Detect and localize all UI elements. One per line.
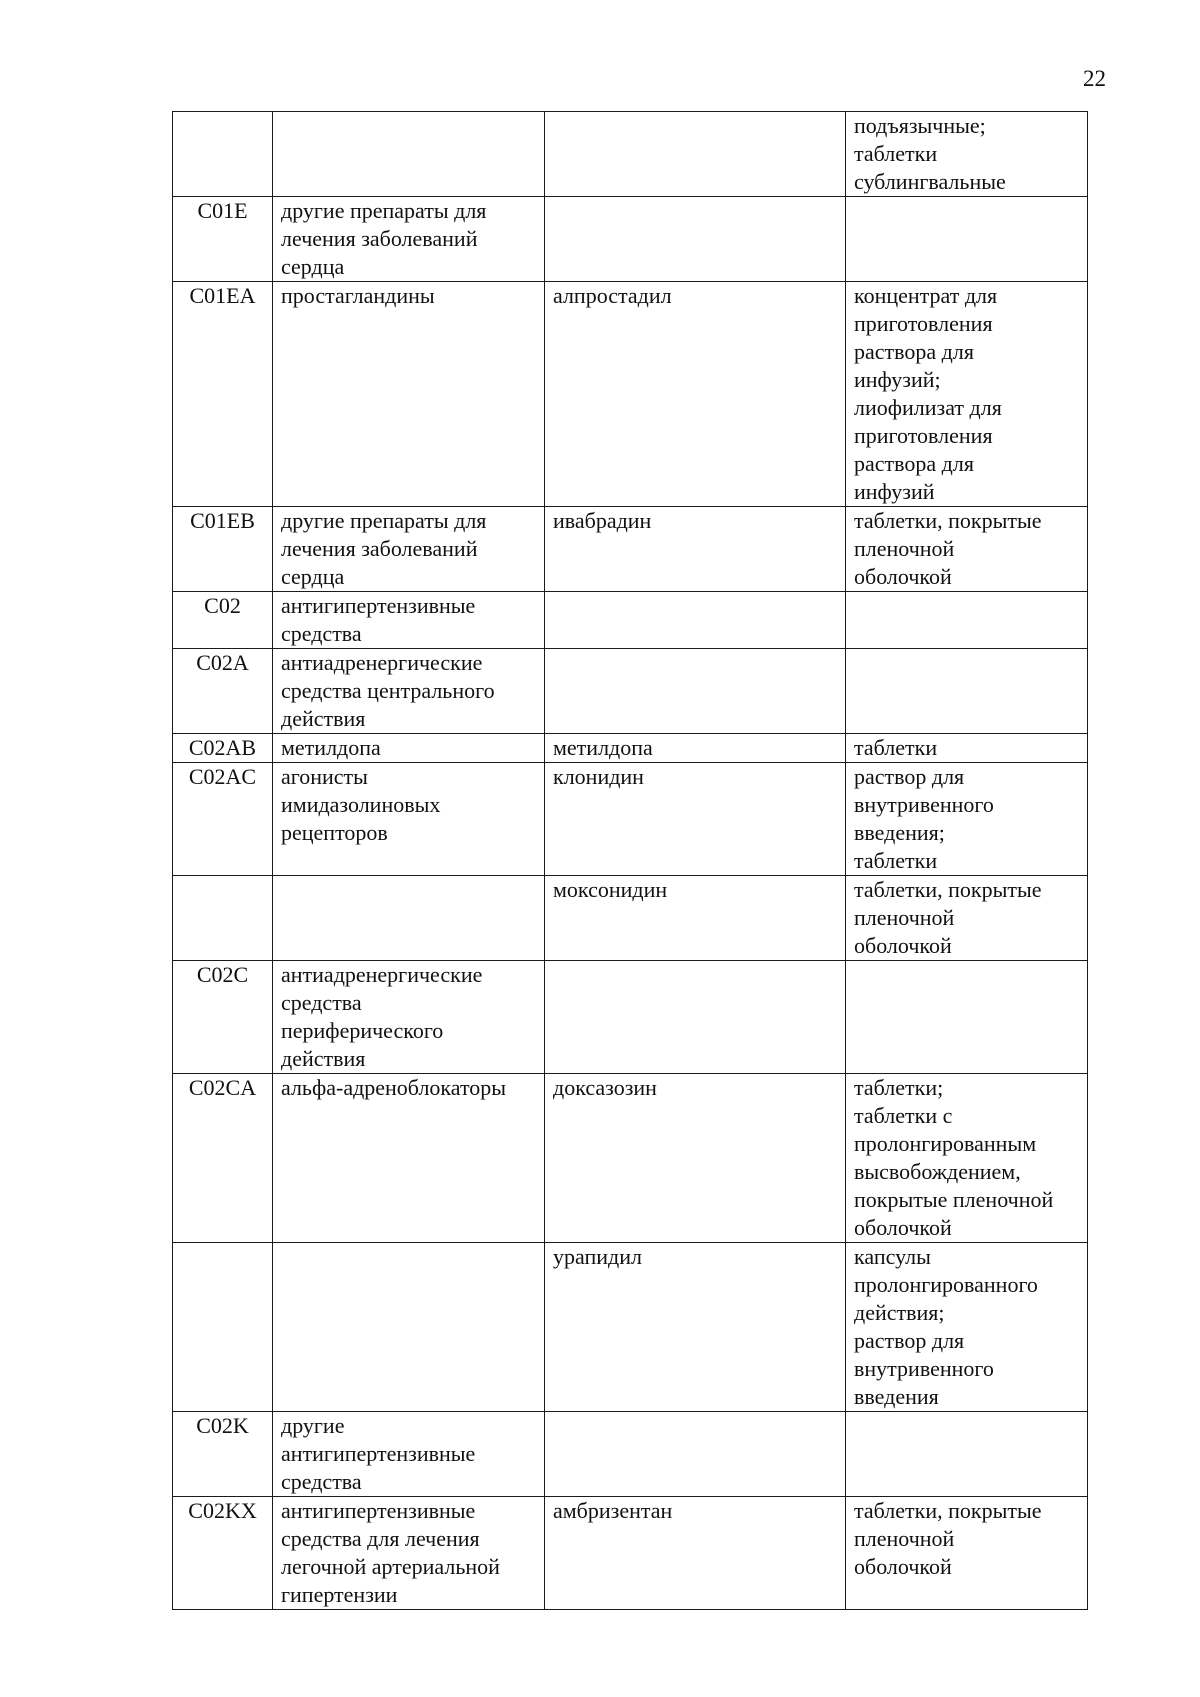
table-row xyxy=(173,1243,1088,1412)
atc-code-cell xyxy=(173,876,273,961)
table-row xyxy=(173,1074,1088,1243)
form-cell: таблетки; таблетки с пролонгированным высвобождением, покрытые пленочной оболочкой xyxy=(846,1074,1088,1243)
group-cell: агонисты имидазолиновых рецепторов xyxy=(273,763,545,876)
form-cell: таблетки, покрытые пленочной оболочкой xyxy=(846,507,1088,592)
drug-cell: алпростадил xyxy=(545,282,846,507)
group-cell: простагландины xyxy=(273,282,545,507)
atc-code-cell: C02AC xyxy=(173,763,273,876)
form-cell xyxy=(846,961,1088,1074)
drug-cell xyxy=(545,592,846,649)
drug-cell xyxy=(545,649,846,734)
atc-code-cell xyxy=(173,1243,273,1412)
form-cell: таблетки, покрытые пленочной оболочкой xyxy=(846,876,1088,961)
drug-cell xyxy=(545,197,846,282)
table-row xyxy=(173,1412,1088,1497)
group-cell: другие препараты для лечения заболеваний сердца xyxy=(273,197,545,282)
drug-cell: метилдопа xyxy=(545,734,846,763)
group-cell: антигипертензивные средства xyxy=(273,592,545,649)
drug-cell xyxy=(545,1412,846,1497)
form-cell: подъязычные; таблетки сублингвальные xyxy=(846,112,1088,197)
drug-cell: моксонидин xyxy=(545,876,846,961)
atc-code-cell: C01E xyxy=(173,197,273,282)
group-cell: другие антигипертензивные средства xyxy=(273,1412,545,1497)
group-cell: метилдопа xyxy=(273,734,545,763)
drug-cell: доксазозин xyxy=(545,1074,846,1243)
form-cell: таблетки, покрытые пленочной оболочкой xyxy=(846,1497,1088,1610)
table-row xyxy=(173,763,1088,876)
page-number: 22 xyxy=(1083,66,1106,91)
table-row xyxy=(173,649,1088,734)
atc-code-cell: C02CA xyxy=(173,1074,273,1243)
table-row xyxy=(173,282,1088,507)
form-cell xyxy=(846,649,1088,734)
form-cell: концентрат для приготовления раствора для инфузий; лиофилизат для приготовления раствора для инфузий xyxy=(846,282,1088,507)
form-cell: капсулы пролонгированного действия; раствор для внутривенного введения xyxy=(846,1243,1088,1412)
group-cell: антиадренергические средства периферического действия xyxy=(273,961,545,1074)
form-cell: раствор для внутривенного введения; таблетки xyxy=(846,763,1088,876)
form-cell: таблетки xyxy=(846,734,1088,763)
table-row xyxy=(173,1497,1088,1610)
atc-code-cell: C02C xyxy=(173,961,273,1074)
table-row xyxy=(173,734,1088,763)
table-row xyxy=(173,876,1088,961)
table-row xyxy=(173,197,1088,282)
form-cell xyxy=(846,197,1088,282)
table-row xyxy=(173,112,1088,197)
atc-code-cell: C01EB xyxy=(173,507,273,592)
drug-cell: клонидин xyxy=(545,763,846,876)
drug-cell xyxy=(545,112,846,197)
table-row xyxy=(173,592,1088,649)
atc-code-cell: C02 xyxy=(173,592,273,649)
drug-cell: урапидил xyxy=(545,1243,846,1412)
atc-code-cell: C01EA xyxy=(173,282,273,507)
drug-cell: амбризентан xyxy=(545,1497,846,1610)
table-row xyxy=(173,961,1088,1074)
atc-code-cell: C02A xyxy=(173,649,273,734)
group-cell xyxy=(273,876,545,961)
group-cell: антиадренергические средства центрального действия xyxy=(273,649,545,734)
group-cell xyxy=(273,112,545,197)
drug-classification-table xyxy=(172,111,1088,1610)
drug-cell: ивабрадин xyxy=(545,507,846,592)
form-cell xyxy=(846,1412,1088,1497)
form-cell xyxy=(846,592,1088,649)
drug-cell xyxy=(545,961,846,1074)
table-row xyxy=(173,507,1088,592)
group-cell xyxy=(273,1243,545,1412)
atc-code-cell xyxy=(173,112,273,197)
atc-code-cell: C02K xyxy=(173,1412,273,1497)
group-cell: альфа-адреноблокаторы xyxy=(273,1074,545,1243)
atc-code-cell: C02KX xyxy=(173,1497,273,1610)
atc-code-cell: C02AB xyxy=(173,734,273,763)
group-cell: антигипертензивные средства для лечения легочной артериальной гипертензии xyxy=(273,1497,545,1610)
group-cell: другие препараты для лечения заболеваний сердца xyxy=(273,507,545,592)
